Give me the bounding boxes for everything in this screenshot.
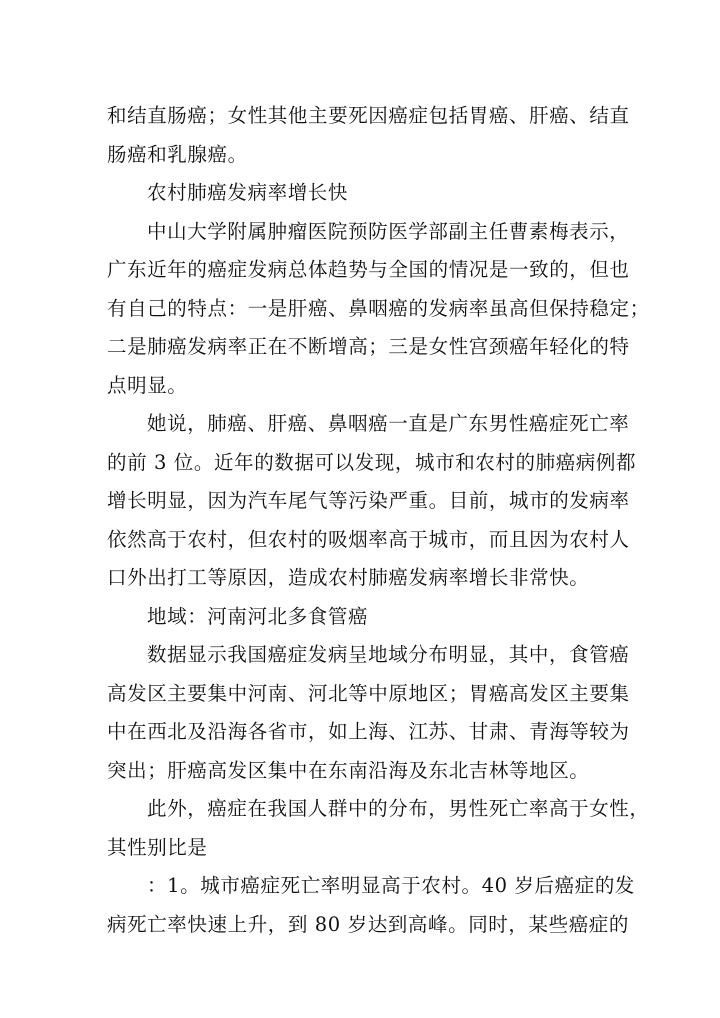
paragraph-start: 她说，肺癌、肝癌、鼻咽癌一直是广东男性癌症死亡率 bbox=[147, 412, 630, 435]
text-line: 肠癌和乳腺癌。 bbox=[107, 142, 248, 166]
text-line: 突出；肝癌高发区集中在东南沿海及东北吉林等地区。 bbox=[107, 758, 590, 782]
paragraph-start: 此外，癌症在我国人群中的分布，男性死亡率高于女性， bbox=[147, 797, 650, 820]
text-line: 广东近年的癌症发病总体趋势与全国的情况是一致的，但也 bbox=[107, 258, 630, 281]
body-text bbox=[107, 97, 650, 944]
text-line: 病死亡率快速上升，到 80 岁达到高峰。同时，某些癌症的 bbox=[107, 912, 630, 936]
paragraph-start: 中山大学附属肿瘤医院预防医学部副主任曹素梅表示， bbox=[147, 219, 630, 243]
text-line: ：1。城市癌症死亡率明显高于农村。40 岁后癌症的发 bbox=[147, 874, 636, 897]
section-heading-region: 地域：河南河北多食管癌 bbox=[147, 604, 369, 628]
text-line: 依然高于农村，但农村的吸烟率高于城市，而且因为农村人 bbox=[107, 527, 630, 551]
section-heading-rural-lung-cancer: 农村肺癌发病率增长快 bbox=[147, 181, 349, 204]
text-line: 点明显。 bbox=[107, 373, 188, 397]
text-line: 和结直肠癌；女性其他主要死因癌症包括胃癌、肝癌、结直 bbox=[107, 104, 630, 127]
text-line: 有自己的特点：一是肝癌、鼻咽癌的发病率虽高但保持稳定； bbox=[107, 296, 650, 320]
text-line: 高发区主要集中河南、河北等中原地区；胃癌高发区主要集 bbox=[107, 681, 630, 705]
text-line: 其性别比是 bbox=[107, 835, 208, 859]
text-line: 增长明显，因为汽车尾气等污染严重。目前，城市的发病率 bbox=[107, 489, 630, 512]
paragraph-start: 数据显示我国癌症发病呈地域分布明显，其中，食管癌 bbox=[147, 643, 630, 666]
text-line: 口外出打工等原因，造成农村肺癌发病率增长非常快。 bbox=[107, 566, 590, 589]
text-line: 二是肺癌发病率正在不断增高；三是女性宫颈癌年轻化的特 bbox=[107, 335, 630, 358]
text-line: 的前 3 位。近年的数据可以发现，城市和农村的肺癌病例都 bbox=[107, 450, 637, 474]
text-line: 中在西北及沿海各省市，如上海、江苏、甘肃、青海等较为 bbox=[107, 720, 630, 743]
